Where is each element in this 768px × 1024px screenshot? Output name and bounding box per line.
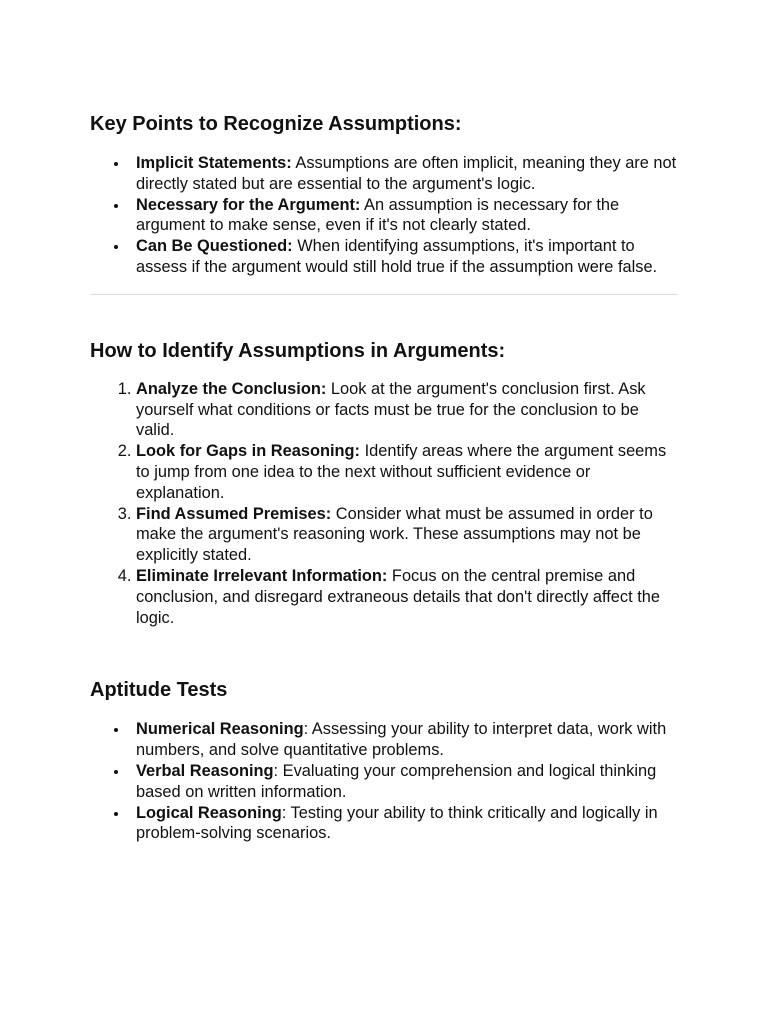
list-item-text: An assumption is necessary for the argument to make sense, even if it's not clearly stated.	[136, 195, 620, 235]
list-item-term: Find Assumed Premises:	[136, 504, 332, 523]
list-item	[136, 566, 678, 628]
section-key-points	[90, 0, 678, 295]
list-item-text: Identify areas where the argument seems to jump from one idea to the next without sufficient evidence or explanation.	[136, 442, 667, 502]
list-item	[136, 761, 678, 803]
section-title: Aptitude Tests	[90, 679, 228, 702]
list-item-text: Focus on the central premise and conclusion, and disregard extraneous details that don't directly affect the logic.	[136, 566, 661, 627]
list-item-term: Look for Gaps in Reasoning:	[136, 442, 361, 461]
list-item-term: Can Be Questioned:	[136, 237, 293, 256]
section-how-to-identify	[90, 303, 678, 629]
bullet-list	[90, 719, 678, 844]
list-item-text: Consider what must be assumed in order to make the argument's reasoning work. These assumptions may not be explicitly stated.	[136, 504, 653, 565]
list-item-term: Verbal Reasoning	[136, 761, 274, 780]
bullet-list	[90, 153, 678, 278]
list-item	[136, 441, 678, 503]
list-item	[136, 719, 678, 761]
list-item-term: Analyze the Conclusion:	[136, 379, 327, 398]
list-item-term: Eliminate Irrelevant Information:	[136, 566, 388, 585]
list-item-text: Look at the argument's conclusion first. Ask yourself what conditions or facts must be true for the conclusion to be valid.	[136, 379, 646, 440]
list-item-text: : Assessing your ability to interpret data, work with numbers, and solve quantitative problems.	[136, 720, 667, 760]
list-item	[136, 153, 678, 195]
section-divider	[90, 294, 678, 295]
list-item-term: Logical Reasoning	[136, 803, 282, 822]
list-item	[136, 803, 678, 845]
list-item	[136, 195, 678, 237]
list-item	[136, 504, 678, 566]
section-aptitude-tests	[90, 628, 678, 844]
list-item-term: Necessary for the Argument:	[136, 195, 361, 214]
list-item-term: Implicit Statements:	[136, 154, 292, 172]
list-item-text: : Testing your ability to think critically and logically in problem-solving scenarios.	[136, 803, 658, 843]
list-item	[136, 236, 678, 278]
list-item-text: Assumptions are often implicit, meaning they are not directly stated but are essential to the argument's logic.	[136, 154, 677, 193]
section-title: How to Identify Assumptions in Arguments:	[90, 339, 506, 362]
list-item-text: : Evaluating your comprehension and logical thinking based on written information.	[136, 761, 657, 801]
numbered-list	[90, 379, 678, 629]
list-item	[136, 379, 678, 441]
list-item-text: When identifying assumptions, it's important to assess if the argument would still hold true if the assumption were false.	[136, 237, 658, 276]
section-title: Key Points to Recognize Assumptions:	[90, 113, 462, 135]
list-item-term: Numerical Reasoning	[136, 720, 304, 739]
